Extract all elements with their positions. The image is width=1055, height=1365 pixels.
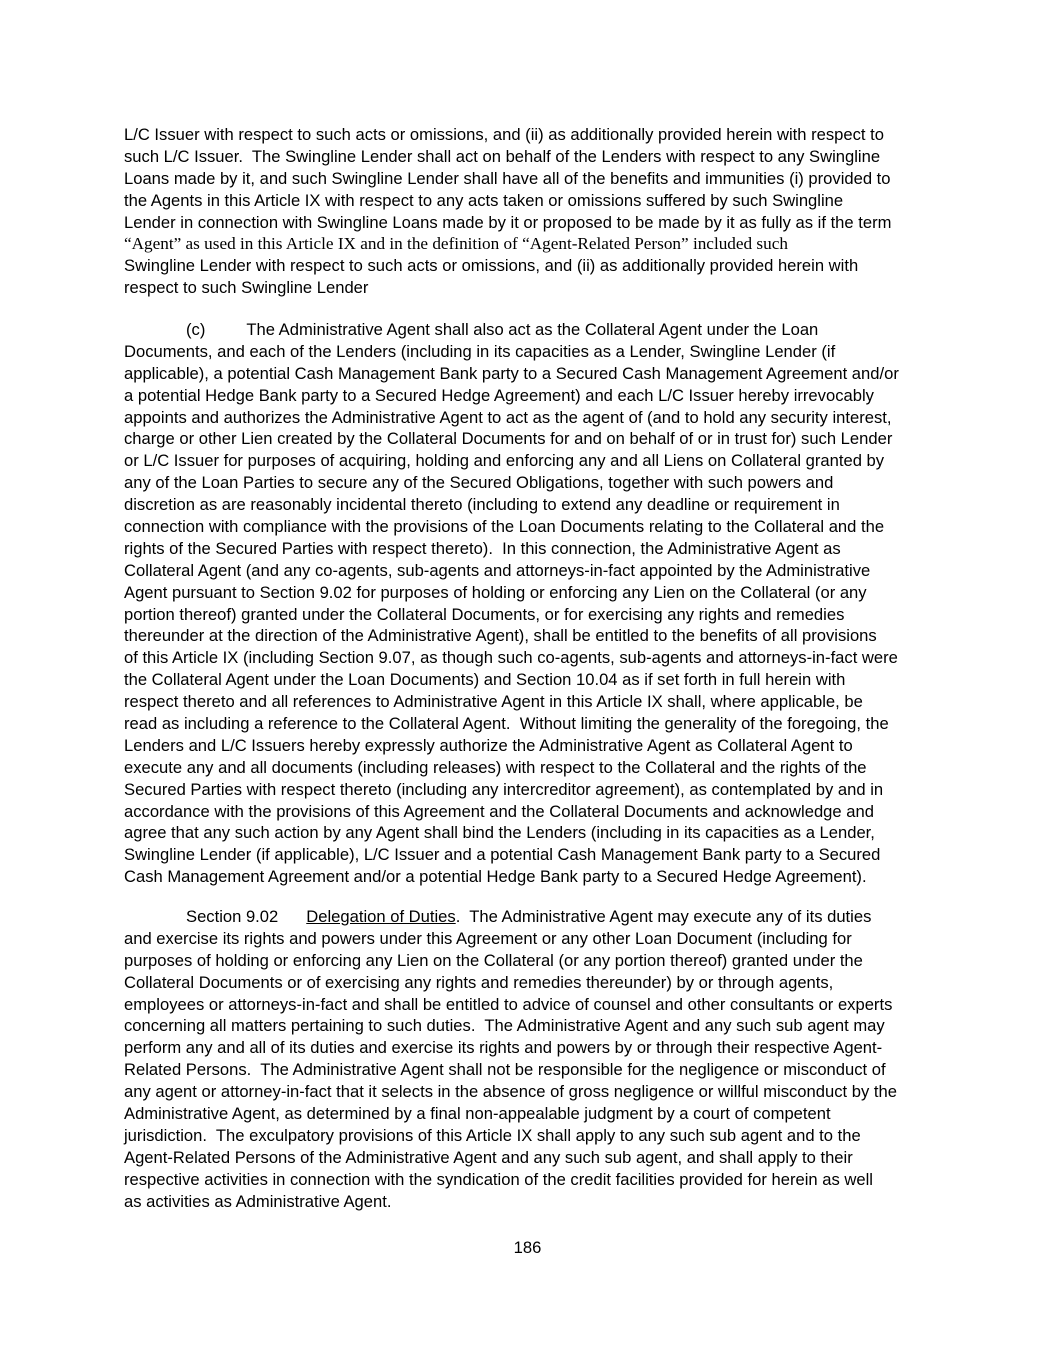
text-line: jurisdiction. The exculpatory provisions of this Article IX shall apply to any such sub agent and to the: [124, 1125, 861, 1145]
text-line: as activities as Administrative Agent.: [124, 1191, 392, 1211]
text-line: Secured Parties with respect thereto (including any intercreditor agreement), as contemplated by and in: [124, 779, 884, 799]
text-line: such L/C Issuer. The Swingline Lender shall act on behalf of the Lenders with respect to any Swingline: [124, 146, 881, 166]
text-line: applicable), a potential Cash Management Bank party to a Secured Cash Management Agreement and/or: [124, 363, 899, 383]
section-text: . The Administrative Agent may execute any of its duties: [455, 907, 872, 926]
text-line: Swingline Lender with respect to such acts or omissions, and (ii) as additionally provided herein with: [124, 256, 859, 276]
text-line: thereunder at the direction of the Administrative Agent), shall be entitled to the benefits of all provisions: [124, 626, 877, 646]
text-line: “Agent” as used in this Article IX and in the definition of “Agent-Related Person” included such: [124, 234, 788, 254]
text-line: Agent pursuant to Section 9.02 for purposes of holding or enforcing any Lien on the Collateral (or any: [124, 582, 867, 602]
text-line: respect to such Swingline Lender: [124, 278, 369, 298]
text-line: Administrative Agent, as determined by a final non-appealable judgment by a court of competent: [124, 1104, 831, 1124]
text-line: respective activities in connection with the syndication of the credit facilities provided for herein as well: [124, 1169, 873, 1189]
text-line: discretion as are reasonably incidental thereto (including to extend any deadline or requirement in: [124, 495, 840, 515]
paragraph-c: [124, 319, 936, 888]
text-line: Agent-Related Persons of the Administrative Agent and any such sub agent, and shall apply to their: [124, 1147, 853, 1167]
text-line: Documents, and each of the Lenders (including in its capacities as a Lender, Swingline Lender (if: [124, 341, 836, 361]
text-line: Swingline Lender (if applicable), L/C Issuer and a potential Cash Management Bank party to a Secured: [124, 845, 881, 865]
text-line: perform any and all of its duties and exercise its rights and powers by or through their respective Agent-: [124, 1038, 883, 1058]
paragraph-first-line: [124, 319, 936, 341]
page-number: 186: [513, 1238, 542, 1257]
text-line: the Agents in this Article IX with respect to any acts taken or omissions suffered by such Swingline: [124, 190, 844, 210]
section-9-02: [124, 906, 936, 1212]
text-line: or L/C Issuer for purposes of acquiring, holding and enforcing any and all Liens on Collateral granted by: [124, 451, 885, 471]
paragraph-number: (c): [186, 320, 206, 339]
paragraph-continuation: [124, 124, 936, 299]
text-line: purposes of holding or enforcing any Lien on the Collateral (or any portion thereof) granted under the: [124, 950, 863, 970]
text-line: rights of the Secured Parties with respect thereto). In this connection, the Administrative Agent as: [124, 538, 841, 558]
text-line: any agent or attorney-in-fact that it selects in the absence of gross negligence or willful misconduct by the: [124, 1082, 897, 1102]
text-line: the Collateral Agent under the Loan Documents) and Section 10.04 as if set forth in full herein with: [124, 670, 846, 690]
text-line: respect thereto and all references to Administrative Agent in this Article IX shall, where applicable, be: [124, 692, 863, 712]
text-line: any of the Loan Parties to secure any of the Secured Obligations, together with such powers and: [124, 473, 834, 493]
section-number: Section 9.02: [186, 907, 279, 926]
text-line: Collateral Agent (and any co-agents, sub-agents and attorneys-in-fact appointed by the Administrative: [124, 560, 871, 580]
text-line: a potential Hedge Bank party to a Secured Hedge Agreement) and each L/C Issuer hereby irrevocably: [124, 385, 874, 405]
text-line: concerning all matters pertaining to such duties. The Administrative Agent and any such sub agent may: [124, 1016, 885, 1036]
text-line: connection with compliance with the provisions of the Loan Documents relating to the Collateral and the: [124, 517, 885, 537]
text-line: Collateral Documents or of exercising any rights and remedies thereunder) by or through agents,: [124, 972, 834, 992]
text-line: execute any and all documents (including releases) with respect to the Collateral and the rights of the: [124, 757, 867, 777]
text-line: L/C Issuer with respect to such acts or omissions, and (ii) as additionally provided herein with respect to: [124, 125, 884, 144]
text-line: Related Persons. The Administrative Agent shall not be responsible for the negligence or misconduct of: [124, 1060, 886, 1080]
text-line: Cash Management Agreement and/or a potential Hedge Bank party to a Secured Hedge Agreement).: [124, 867, 867, 887]
text-line: appoints and authorizes the Administrative Agent to act as the agent of (and to hold any security interest,: [124, 407, 892, 427]
text-line: of this Article IX (including Section 9.07, as though such co-agents, sub-agents and attorneys-in-fact were: [124, 648, 898, 668]
text-line: accordance with the provisions of this Agreement and the Collateral Documents and acknowledge and: [124, 801, 874, 821]
section-first-line: [124, 906, 936, 928]
paragraph-text: The Administrative Agent shall also act as the Collateral Agent under the Loan: [246, 320, 819, 339]
section-heading: Delegation of Duties: [306, 907, 456, 926]
text-line: Lenders and L/C Issuers hereby expressly authorize the Administrative Agent as Collateral Agent to: [124, 735, 853, 755]
text-line: charge or other Lien created by the Collateral Documents for and on behalf of or in trust for) such Lender: [124, 429, 893, 449]
text-line: and exercise its rights and powers under this Agreement or any other Loan Document (including for: [124, 928, 852, 948]
text-line: Lender in connection with Swingline Loans made by it or proposed to be made by it as fully as if the term: [124, 212, 892, 232]
text-line: read as including a reference to the Collateral Agent. Without limiting the generality of the foregoing, the: [124, 714, 889, 734]
text-line: Loans made by it, and such Swingline Lender shall have all of the benefits and immunities (i) provided to: [124, 168, 891, 188]
text-line: portion thereof) granted under the Collateral Documents, or for exercising any rights and remedies: [124, 604, 845, 624]
text-line: employees or attorneys-in-fact and shall be entitled to advice of counsel and other consultants or experts: [124, 994, 893, 1014]
text-line: agree that any such action by any Agent shall bind the Lenders (including in its capacities as a Lender,: [124, 823, 875, 843]
